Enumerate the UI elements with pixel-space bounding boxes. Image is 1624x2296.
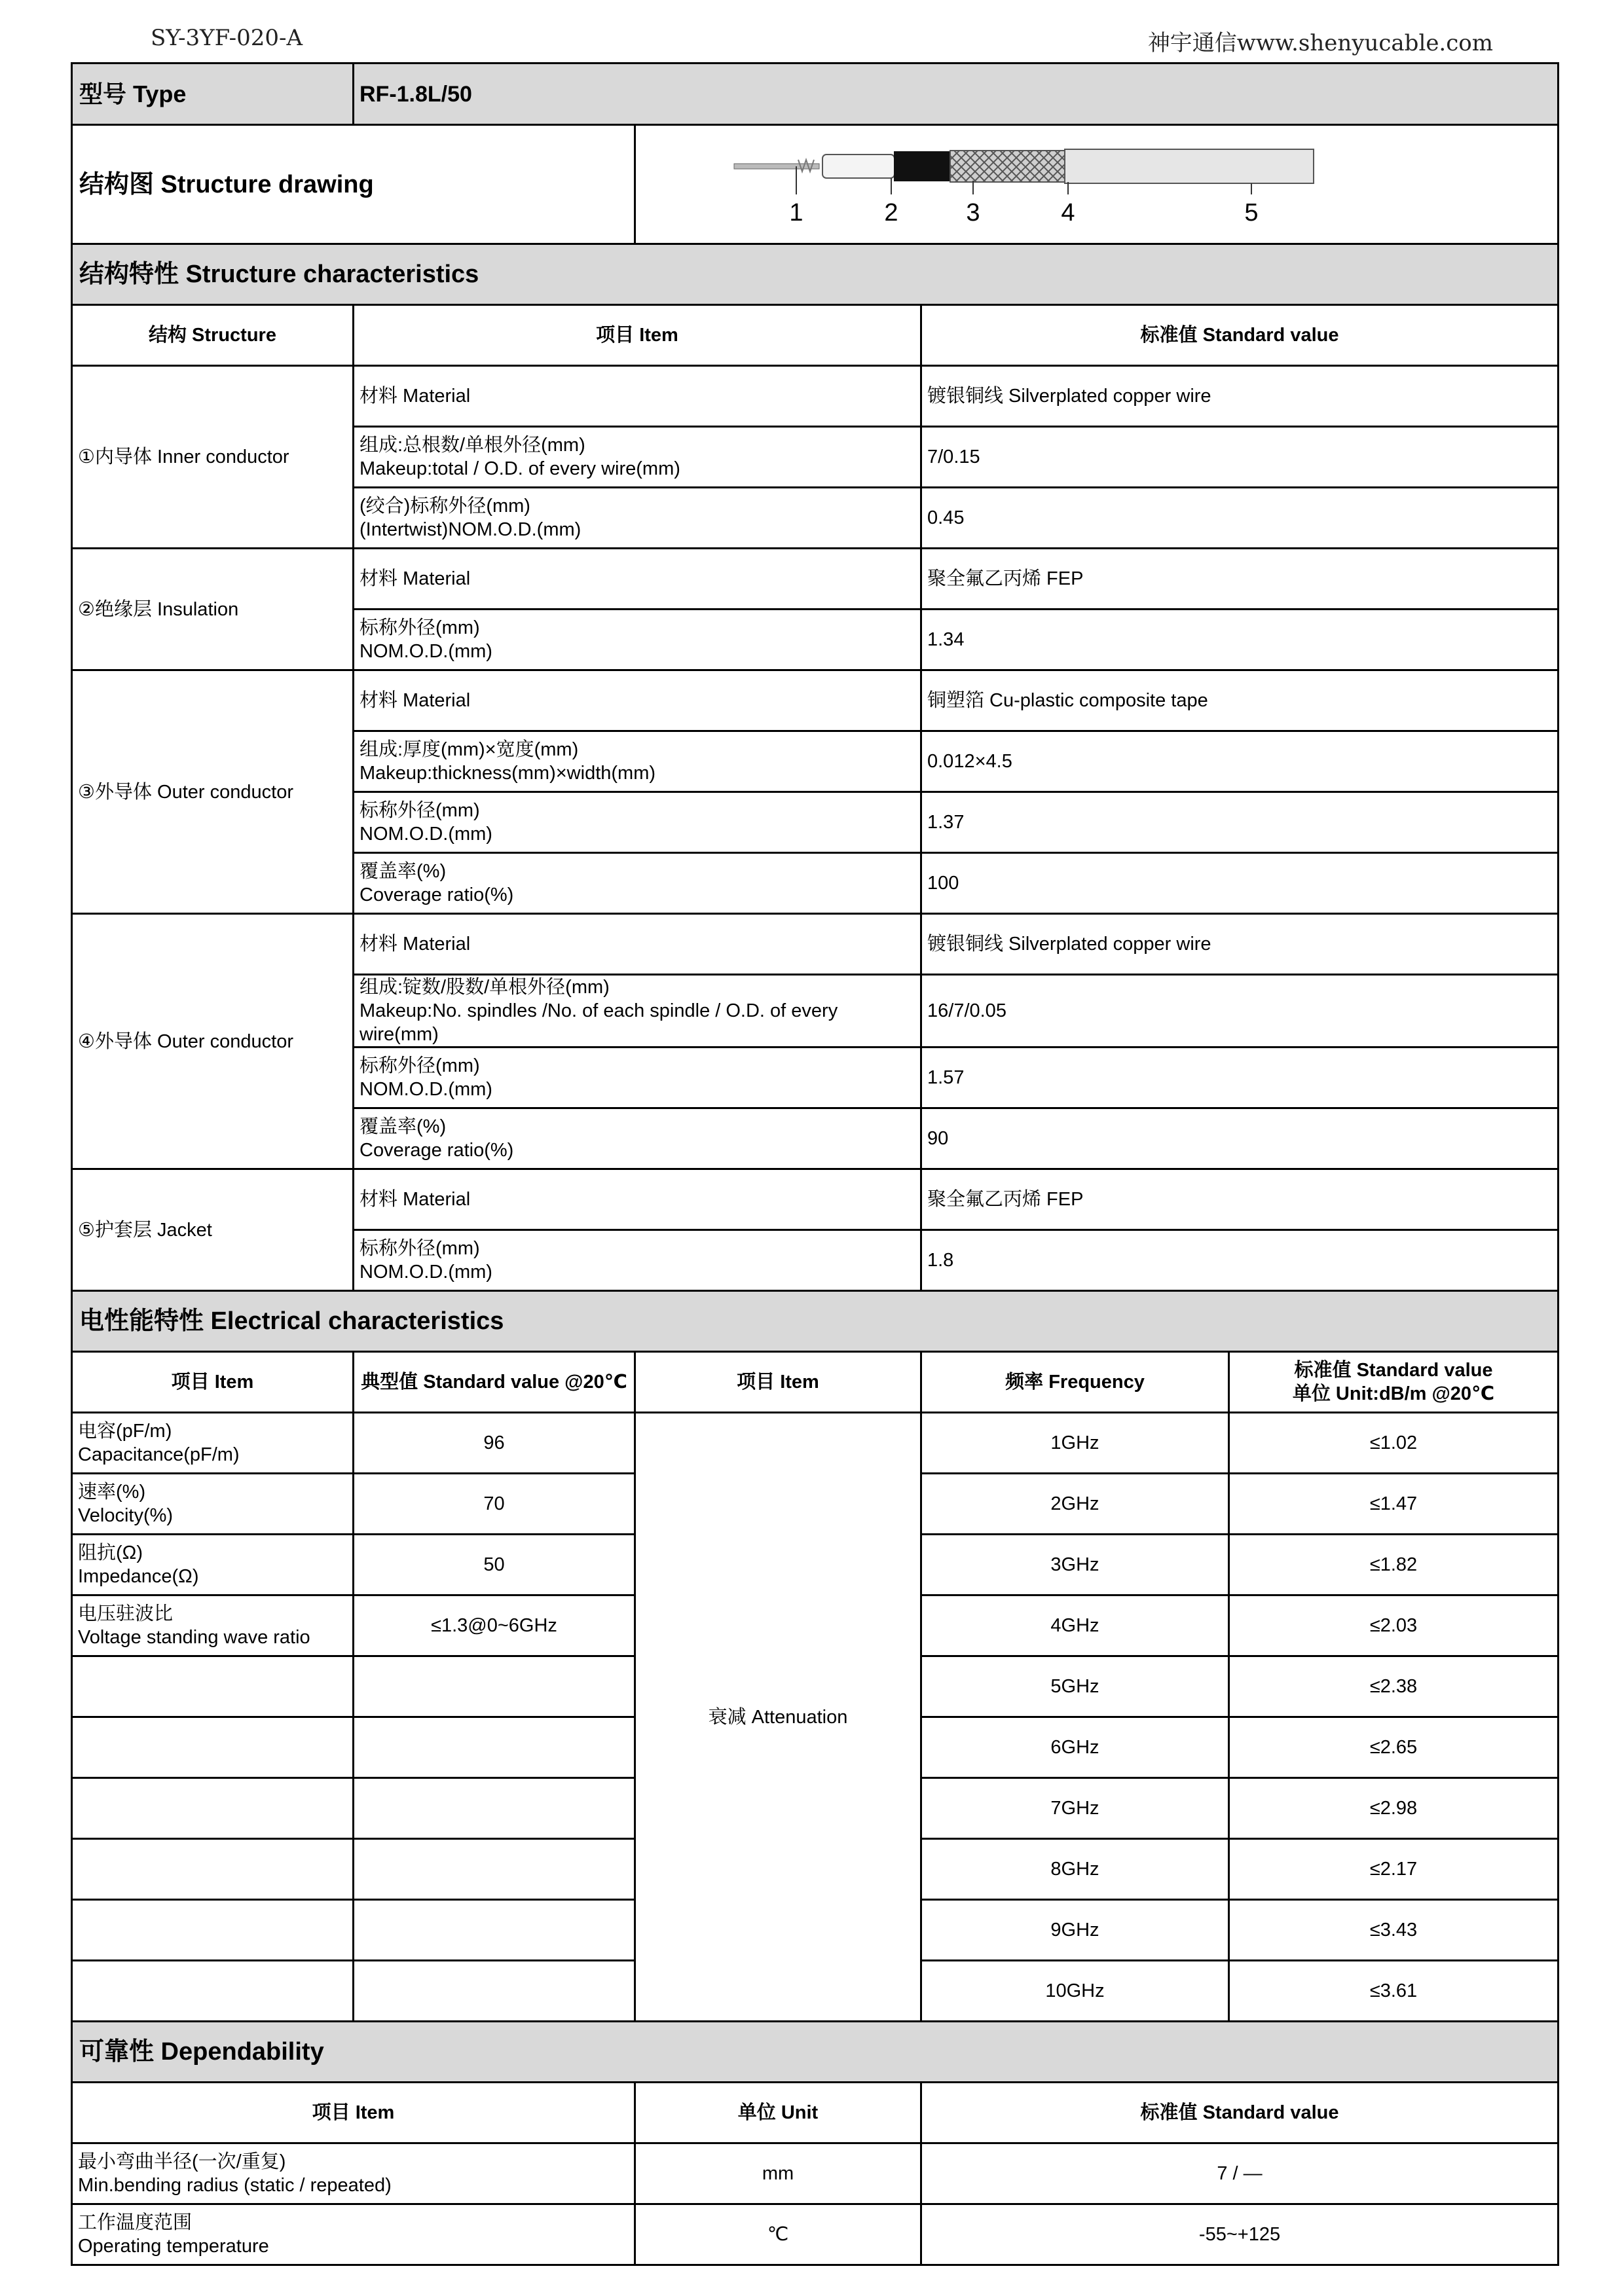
- cell-line: 材料 Material: [360, 1189, 471, 1210]
- cell-line: (绞合)标称外径(mm): [360, 496, 530, 517]
- attenuation-frequency: 4GHz: [921, 1595, 1229, 1656]
- electrical-param-value: ≤1.3@0~6GHz: [354, 1595, 635, 1656]
- structure-component: ⑤护套层 Jacket: [72, 1169, 354, 1291]
- structure-value: 镀银铜线 Silverplated copper wire: [921, 366, 1559, 427]
- col-attenuation-std: [1229, 1352, 1559, 1413]
- structure-component: ①内导体 Inner conductor: [72, 366, 354, 549]
- dependability-section-title: 可靠性 Dependability: [72, 2022, 1559, 2083]
- attenuation-frequency: 6GHz: [921, 1717, 1229, 1778]
- electrical-param: [72, 1413, 354, 1474]
- cell-line: Voltage standing wave ratio: [78, 1627, 310, 1648]
- structure-value: 16/7/0.05: [921, 975, 1559, 1048]
- col-structure: 结构 Structure: [72, 305, 354, 366]
- cell-line: 材料 Material: [360, 386, 471, 407]
- cell-line: Capacitance(pF/m): [78, 1444, 240, 1465]
- attenuation-value: ≤3.61: [1229, 1961, 1559, 2022]
- cell-line: NOM.O.D.(mm): [360, 824, 492, 845]
- structure-section-title: 结构特性 Structure characteristics: [72, 244, 1559, 305]
- cell-line: NOM.O.D.(mm): [360, 1079, 492, 1100]
- callout-2: 2: [884, 199, 898, 227]
- structure-item: [354, 1169, 921, 1230]
- cell-line: 覆盖率(%): [360, 1116, 447, 1137]
- cell-line: 电容(pF/m): [78, 1421, 172, 1442]
- electrical-param-value: [354, 1961, 635, 2022]
- attenuation-frequency: 7GHz: [921, 1778, 1229, 1839]
- electrical-param: [72, 1961, 354, 2022]
- electrical-param-value: 96: [354, 1413, 635, 1474]
- structure-item: [354, 488, 921, 549]
- structure-item: [354, 853, 921, 914]
- electrical-param: [72, 1595, 354, 1656]
- structure-row: [72, 549, 1559, 610]
- attenuation-value: ≤1.47: [1229, 1474, 1559, 1535]
- attenuation-label: 衰减 Attenuation: [635, 1413, 921, 2022]
- structure-section-header: [72, 244, 1559, 305]
- type-row: [72, 64, 1559, 125]
- electrical-section-header: [72, 1291, 1559, 1352]
- col-dep-item: 项目 Item: [72, 2083, 635, 2143]
- cell-line: 工作温度范围: [78, 2212, 193, 2233]
- cable-structure-diagram: [636, 126, 1553, 237]
- dependability-value: -55~+125: [921, 2204, 1559, 2265]
- dependability-value: 7 / —: [921, 2143, 1559, 2204]
- attenuation-value: ≤2.65: [1229, 1717, 1559, 1778]
- braid-shape: [950, 151, 1065, 182]
- cell-line: NOM.O.D.(mm): [360, 1262, 492, 1283]
- structure-value: 1.57: [921, 1048, 1559, 1108]
- electrical-param: [72, 1717, 354, 1778]
- electrical-param-value: [354, 1839, 635, 1900]
- col-dep-value: 标准值 Standard value: [921, 2083, 1559, 2143]
- structure-drawing: [635, 125, 1559, 244]
- structure-row: [72, 914, 1559, 975]
- electrical-param: [72, 1900, 354, 1961]
- inner-conductor-shape: [734, 164, 819, 169]
- col-typical-value: 典型值 Standard value @20℃: [354, 1352, 635, 1413]
- callout-3: 3: [966, 199, 980, 227]
- structure-row: [72, 366, 1559, 427]
- structure-item: [354, 1108, 921, 1169]
- cell-line: 标称外径(mm): [360, 1055, 480, 1076]
- col-item: 项目 Item: [354, 305, 921, 366]
- structure-component: ③外导体 Outer conductor: [72, 670, 354, 914]
- dependability-item: [72, 2204, 635, 2265]
- attenuation-frequency: 3GHz: [921, 1535, 1229, 1595]
- cell-line: Min.bending radius (static / repeated): [78, 2175, 392, 2196]
- col-elec-item-2: 项目 Item: [635, 1352, 921, 1413]
- structure-item: [354, 731, 921, 792]
- attenuation-value: ≤1.02: [1229, 1413, 1559, 1474]
- attenuation-frequency: 1GHz: [921, 1413, 1229, 1474]
- attenuation-frequency: 5GHz: [921, 1656, 1229, 1717]
- document-code: SY-3YF-020-A: [151, 25, 303, 51]
- cell-line: 材料 Material: [360, 568, 471, 589]
- structure-value: 0.012×4.5: [921, 731, 1559, 792]
- attenuation-value: ≤1.82: [1229, 1535, 1559, 1595]
- cell-line: Velocity(%): [78, 1505, 174, 1526]
- electrical-column-header: [72, 1352, 1559, 1413]
- cell-line: Operating temperature: [78, 2236, 269, 2257]
- electrical-row: [72, 1413, 1559, 1474]
- dependability-row: [72, 2204, 1559, 2265]
- type-value: RF-1.8L/50: [354, 64, 1559, 125]
- cell-line: 组成:总根数/单根外径(mm): [360, 435, 585, 456]
- dependability-column-header: [72, 2083, 1559, 2143]
- cell-line: 最小弯曲半径(一次/重复): [78, 2151, 286, 2172]
- electrical-param: [72, 1778, 354, 1839]
- structure-value: 1.37: [921, 792, 1559, 853]
- structure-value: 聚全氟乙丙烯 FEP: [921, 549, 1559, 610]
- electrical-param-value: [354, 1656, 635, 1717]
- electrical-param-value: [354, 1717, 635, 1778]
- attenuation-value: ≤2.17: [1229, 1839, 1559, 1900]
- attenuation-value: ≤2.03: [1229, 1595, 1559, 1656]
- structure-value: 7/0.15: [921, 427, 1559, 488]
- company-website: 神宇通信www.shenyucable.com: [1147, 30, 1493, 56]
- electrical-section-title: 电性能特性 Electrical characteristics: [72, 1291, 1559, 1352]
- structure-value: 铜塑箔 Cu-plastic composite tape: [921, 670, 1559, 731]
- cell-line: 组成:厚度(mm)×宽度(mm): [360, 739, 579, 760]
- dependability-section-header: [72, 2022, 1559, 2083]
- col-standard-value: 标准值 Standard value: [921, 305, 1559, 366]
- cell-line: Makeup:thickness(mm)×width(mm): [360, 763, 656, 784]
- structure-value: 1.8: [921, 1230, 1559, 1291]
- structure-item: [354, 975, 921, 1048]
- cell-line: 阻抗(Ω): [78, 1542, 143, 1563]
- cell-line: 速率(%): [78, 1482, 146, 1503]
- cell-line: 标称外径(mm): [360, 617, 480, 638]
- cell-line: Coverage ratio(%): [360, 1140, 514, 1161]
- col-frequency: 频率 Frequency: [921, 1352, 1229, 1413]
- cell-line: 标称外径(mm): [360, 800, 480, 821]
- electrical-param: [72, 1535, 354, 1595]
- attenuation-value: ≤2.98: [1229, 1778, 1559, 1839]
- attenuation-value: ≤2.38: [1229, 1656, 1559, 1717]
- electrical-param: [72, 1474, 354, 1535]
- structure-component: ②绝缘层 Insulation: [72, 549, 354, 670]
- attenuation-frequency: 10GHz: [921, 1961, 1229, 2022]
- cell-line: Coverage ratio(%): [360, 884, 514, 905]
- cell-line: 电压驻波比: [78, 1603, 174, 1624]
- structure-value: 聚全氟乙丙烯 FEP: [921, 1169, 1559, 1230]
- callout-1: 1: [789, 199, 803, 227]
- jacket-shape: [1065, 149, 1314, 183]
- structure-value: 1.34: [921, 610, 1559, 670]
- dependability-row: [72, 2143, 1559, 2204]
- cell-line: 标称外径(mm): [360, 1238, 480, 1259]
- dependability-unit: mm: [635, 2143, 921, 2204]
- cell-line: Makeup:No. spindles /No. of each spindle / O.D. of every wire(mm): [360, 1000, 838, 1045]
- structure-item: [354, 914, 921, 975]
- cell-line: 标准值 Standard value: [1294, 1360, 1493, 1381]
- attenuation-value: ≤3.43: [1229, 1900, 1559, 1961]
- cell-line: 材料 Material: [360, 690, 471, 711]
- dependability-unit: ℃: [635, 2204, 921, 2265]
- col-elec-item: 项目 Item: [72, 1352, 354, 1413]
- structure-item: [354, 610, 921, 670]
- structure-component: ④外导体 Outer conductor: [72, 914, 354, 1169]
- cell-line: (Intertwist)NOM.O.D.(mm): [360, 519, 581, 540]
- type-label: 型号 Type: [72, 64, 354, 125]
- structure-item: [354, 427, 921, 488]
- structure-row: [72, 1169, 1559, 1230]
- attenuation-frequency: 9GHz: [921, 1900, 1229, 1961]
- structure-value: 90: [921, 1108, 1559, 1169]
- col-unit: 单位 Unit: [635, 2083, 921, 2143]
- structure-item: [354, 549, 921, 610]
- structure-row: [72, 670, 1559, 731]
- cell-line: 覆盖率(%): [360, 861, 447, 882]
- cell-line: NOM.O.D.(mm): [360, 641, 492, 662]
- electrical-param-value: [354, 1778, 635, 1839]
- structure-item: [354, 670, 921, 731]
- cell-line: Makeup:total / O.D. of every wire(mm): [360, 458, 680, 479]
- electrical-param: [72, 1839, 354, 1900]
- cell-line: 材料 Material: [360, 934, 471, 955]
- callout-4: 4: [1061, 199, 1075, 227]
- foil-shape: [895, 152, 950, 181]
- drawing-label: 结构图 Structure drawing: [72, 125, 635, 244]
- structure-column-header: [72, 305, 1559, 366]
- attenuation-frequency: 2GHz: [921, 1474, 1229, 1535]
- electrical-param: [72, 1656, 354, 1717]
- electrical-param-value: 70: [354, 1474, 635, 1535]
- cell-line: 单位 Unit:dB/m @20℃: [1292, 1383, 1495, 1404]
- electrical-param-value: [354, 1900, 635, 1961]
- cell-line: Impedance(Ω): [78, 1566, 199, 1587]
- structure-item: [354, 1230, 921, 1291]
- dependability-item: [72, 2143, 635, 2204]
- spec-table: [71, 62, 1559, 2266]
- cell-line: 组成:锭数/股数/单根外径(mm): [360, 977, 610, 998]
- structure-value: 0.45: [921, 488, 1559, 549]
- callout-5: 5: [1244, 199, 1259, 227]
- structure-item: [354, 366, 921, 427]
- structure-value: 100: [921, 853, 1559, 914]
- structure-value: 镀银铜线 Silverplated copper wire: [921, 914, 1559, 975]
- electrical-param-value: 50: [354, 1535, 635, 1595]
- structure-item: [354, 792, 921, 853]
- attenuation-frequency: 8GHz: [921, 1839, 1229, 1900]
- drawing-row: [72, 125, 1559, 244]
- structure-item: [354, 1048, 921, 1108]
- insulation-shape: [822, 155, 895, 178]
